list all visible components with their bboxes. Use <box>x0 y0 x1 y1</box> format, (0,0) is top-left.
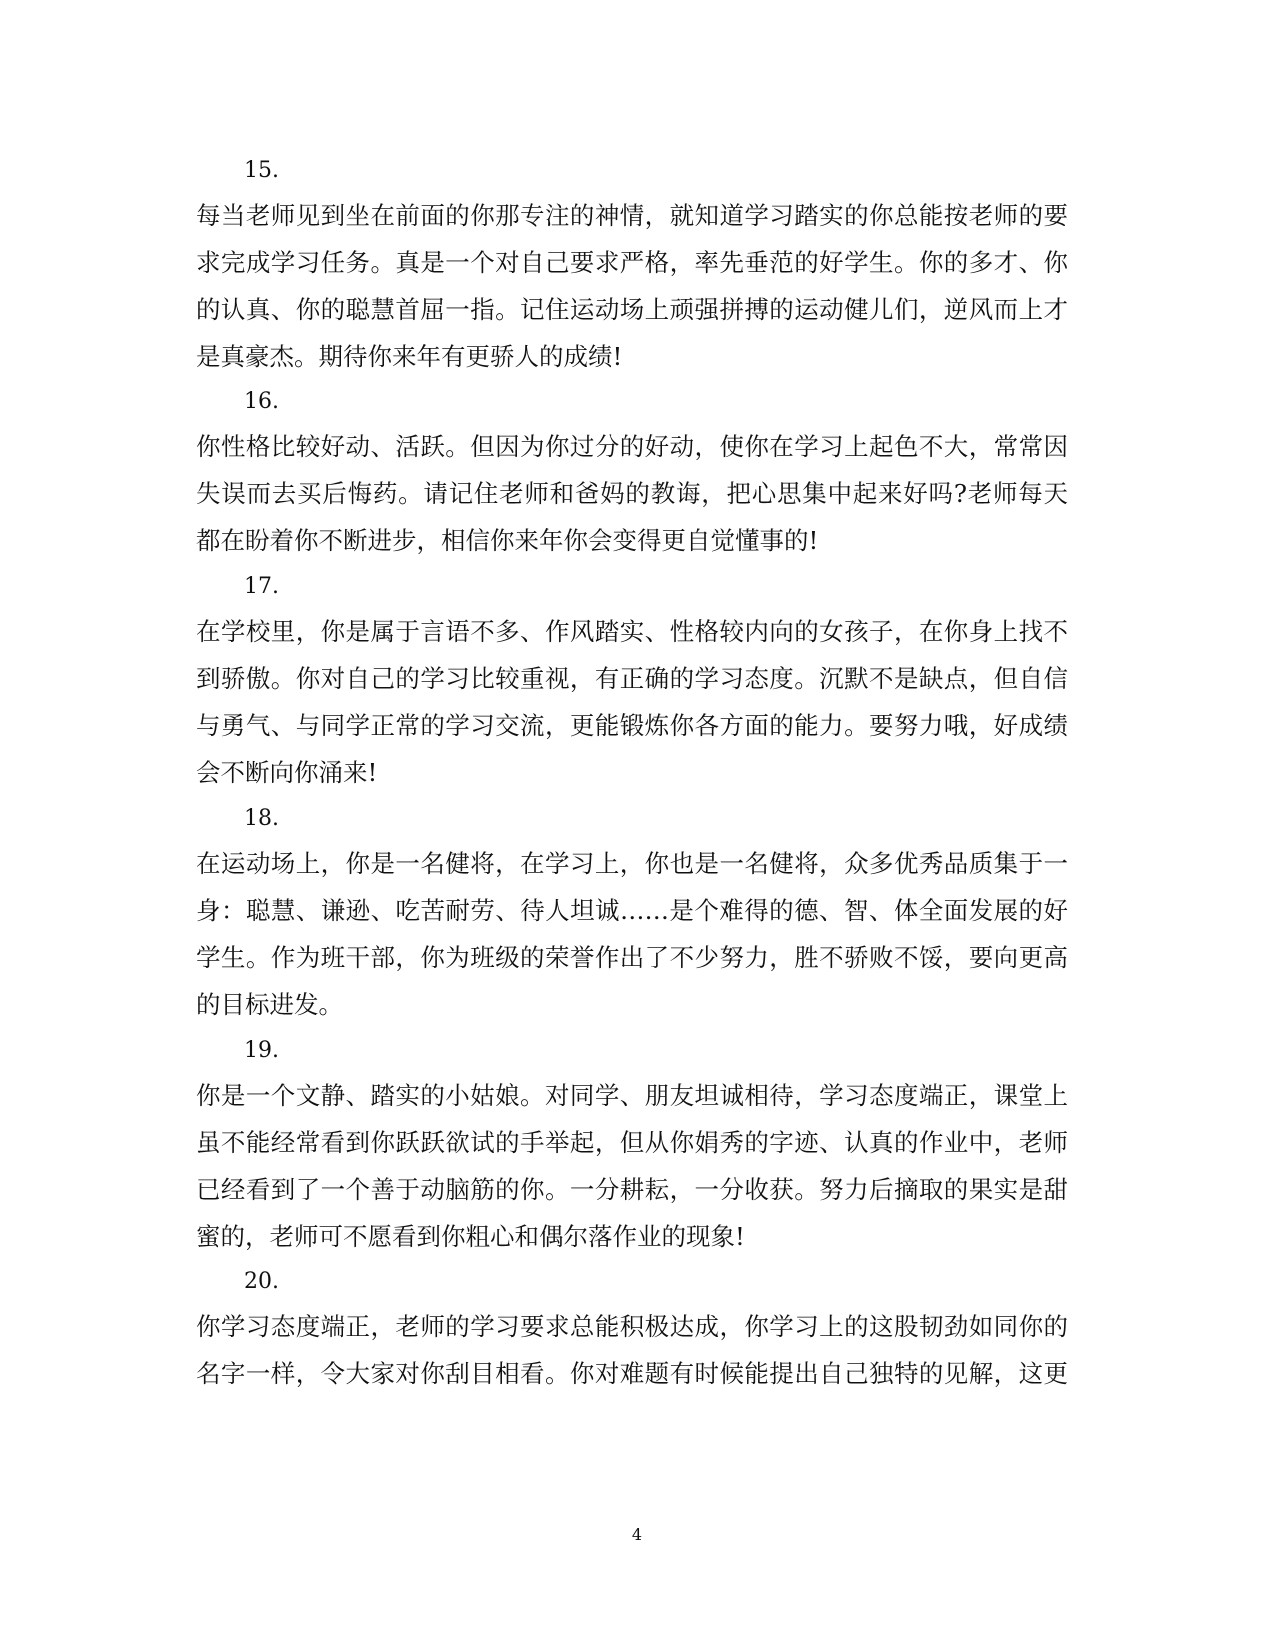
entry-number: 16. <box>244 389 279 414</box>
entry-text-line: 你学习态度端正，老师的学习要求总能积极达成，你学习上的这股韧劲如同你的 <box>196 1312 1068 1341</box>
entry-number: 20. <box>244 1269 279 1294</box>
entry-text-line: 求完成学习任务。真是一个对自己要求严格，率先垂范的好学生。你的多才、你 <box>196 248 1068 277</box>
entry-text-line: 到骄傲。你对自己的学习比较重视，有正确的学习态度。沉默不是缺点，但自信 <box>196 664 1068 693</box>
entry-text-line: 会不断向你涌来! <box>196 758 378 787</box>
entry-number: 15. <box>244 158 279 183</box>
page-number: 4 <box>631 1525 643 1544</box>
entry-number: 18. <box>244 806 279 831</box>
entry-text-line: 是真豪杰。期待你来年有更骄人的成绩! <box>196 342 623 371</box>
entry-text-line: 都在盼着你不断进步，相信你来年你会变得更自觉懂事的! <box>196 526 819 555</box>
entry-text-line: 学生。作为班干部，你为班级的荣誉作出了不少努力，胜不骄败不馁，要向更高 <box>196 943 1068 972</box>
entry-text-line: 在学校里，你是属于言语不多、作风踏实、性格较内向的女孩子，在你身上找不 <box>196 617 1068 646</box>
entry-number: 17. <box>244 574 279 599</box>
entry-text-line: 每当老师见到坐在前面的你那专注的神情，就知道学习踏实的你总能按老师的要 <box>196 201 1068 230</box>
entry-text-line: 你是一个文静、踏实的小姑娘。对同学、朋友坦诚相待，学习态度端正，课堂上 <box>196 1081 1068 1110</box>
entry-text-line: 失误而去买后悔药。请记住老师和爸妈的教诲，把心思集中起来好吗?老师每天 <box>196 479 1068 508</box>
entry-text-line: 你性格比较好动、活跃。但因为你过分的好动，使你在学习上起色不大，常常因 <box>196 432 1068 461</box>
entry-number: 19. <box>244 1038 279 1063</box>
entry-text-line: 的认真、你的聪慧首屈一指。记住运动场上顽强拼搏的运动健儿们，逆风而上才 <box>196 295 1068 324</box>
entry-text-line: 名字一样，令大家对你刮目相看。你对难题有时候能提出自己独特的见解，这更 <box>196 1359 1068 1388</box>
entry-text-line: 虽不能经常看到你跃跃欲试的手举起，但从你娟秀的字迹、认真的作业中，老师 <box>196 1128 1068 1157</box>
entry-text-line: 蜜的，老师可不愿看到你粗心和偶尔落作业的现象! <box>196 1222 745 1251</box>
entry-text-line: 在运动场上，你是一名健将，在学习上，你也是一名健将，众多优秀品质集于一 <box>196 849 1068 878</box>
entry-text-line: 已经看到了一个善于动脑筋的你。一分耕耘，一分收获。努力后摘取的果实是甜 <box>196 1175 1068 1204</box>
entry-text-line: 身：聪慧、谦逊、吃苦耐劳、待人坦诚……是个难得的德、智、体全面发展的好 <box>196 896 1068 925</box>
entry-text-line: 与勇气、与同学正常的学习交流，更能锻炼你各方面的能力。要努力哦，好成绩 <box>196 711 1068 740</box>
entry-text-line: 的目标进发。 <box>196 990 343 1019</box>
